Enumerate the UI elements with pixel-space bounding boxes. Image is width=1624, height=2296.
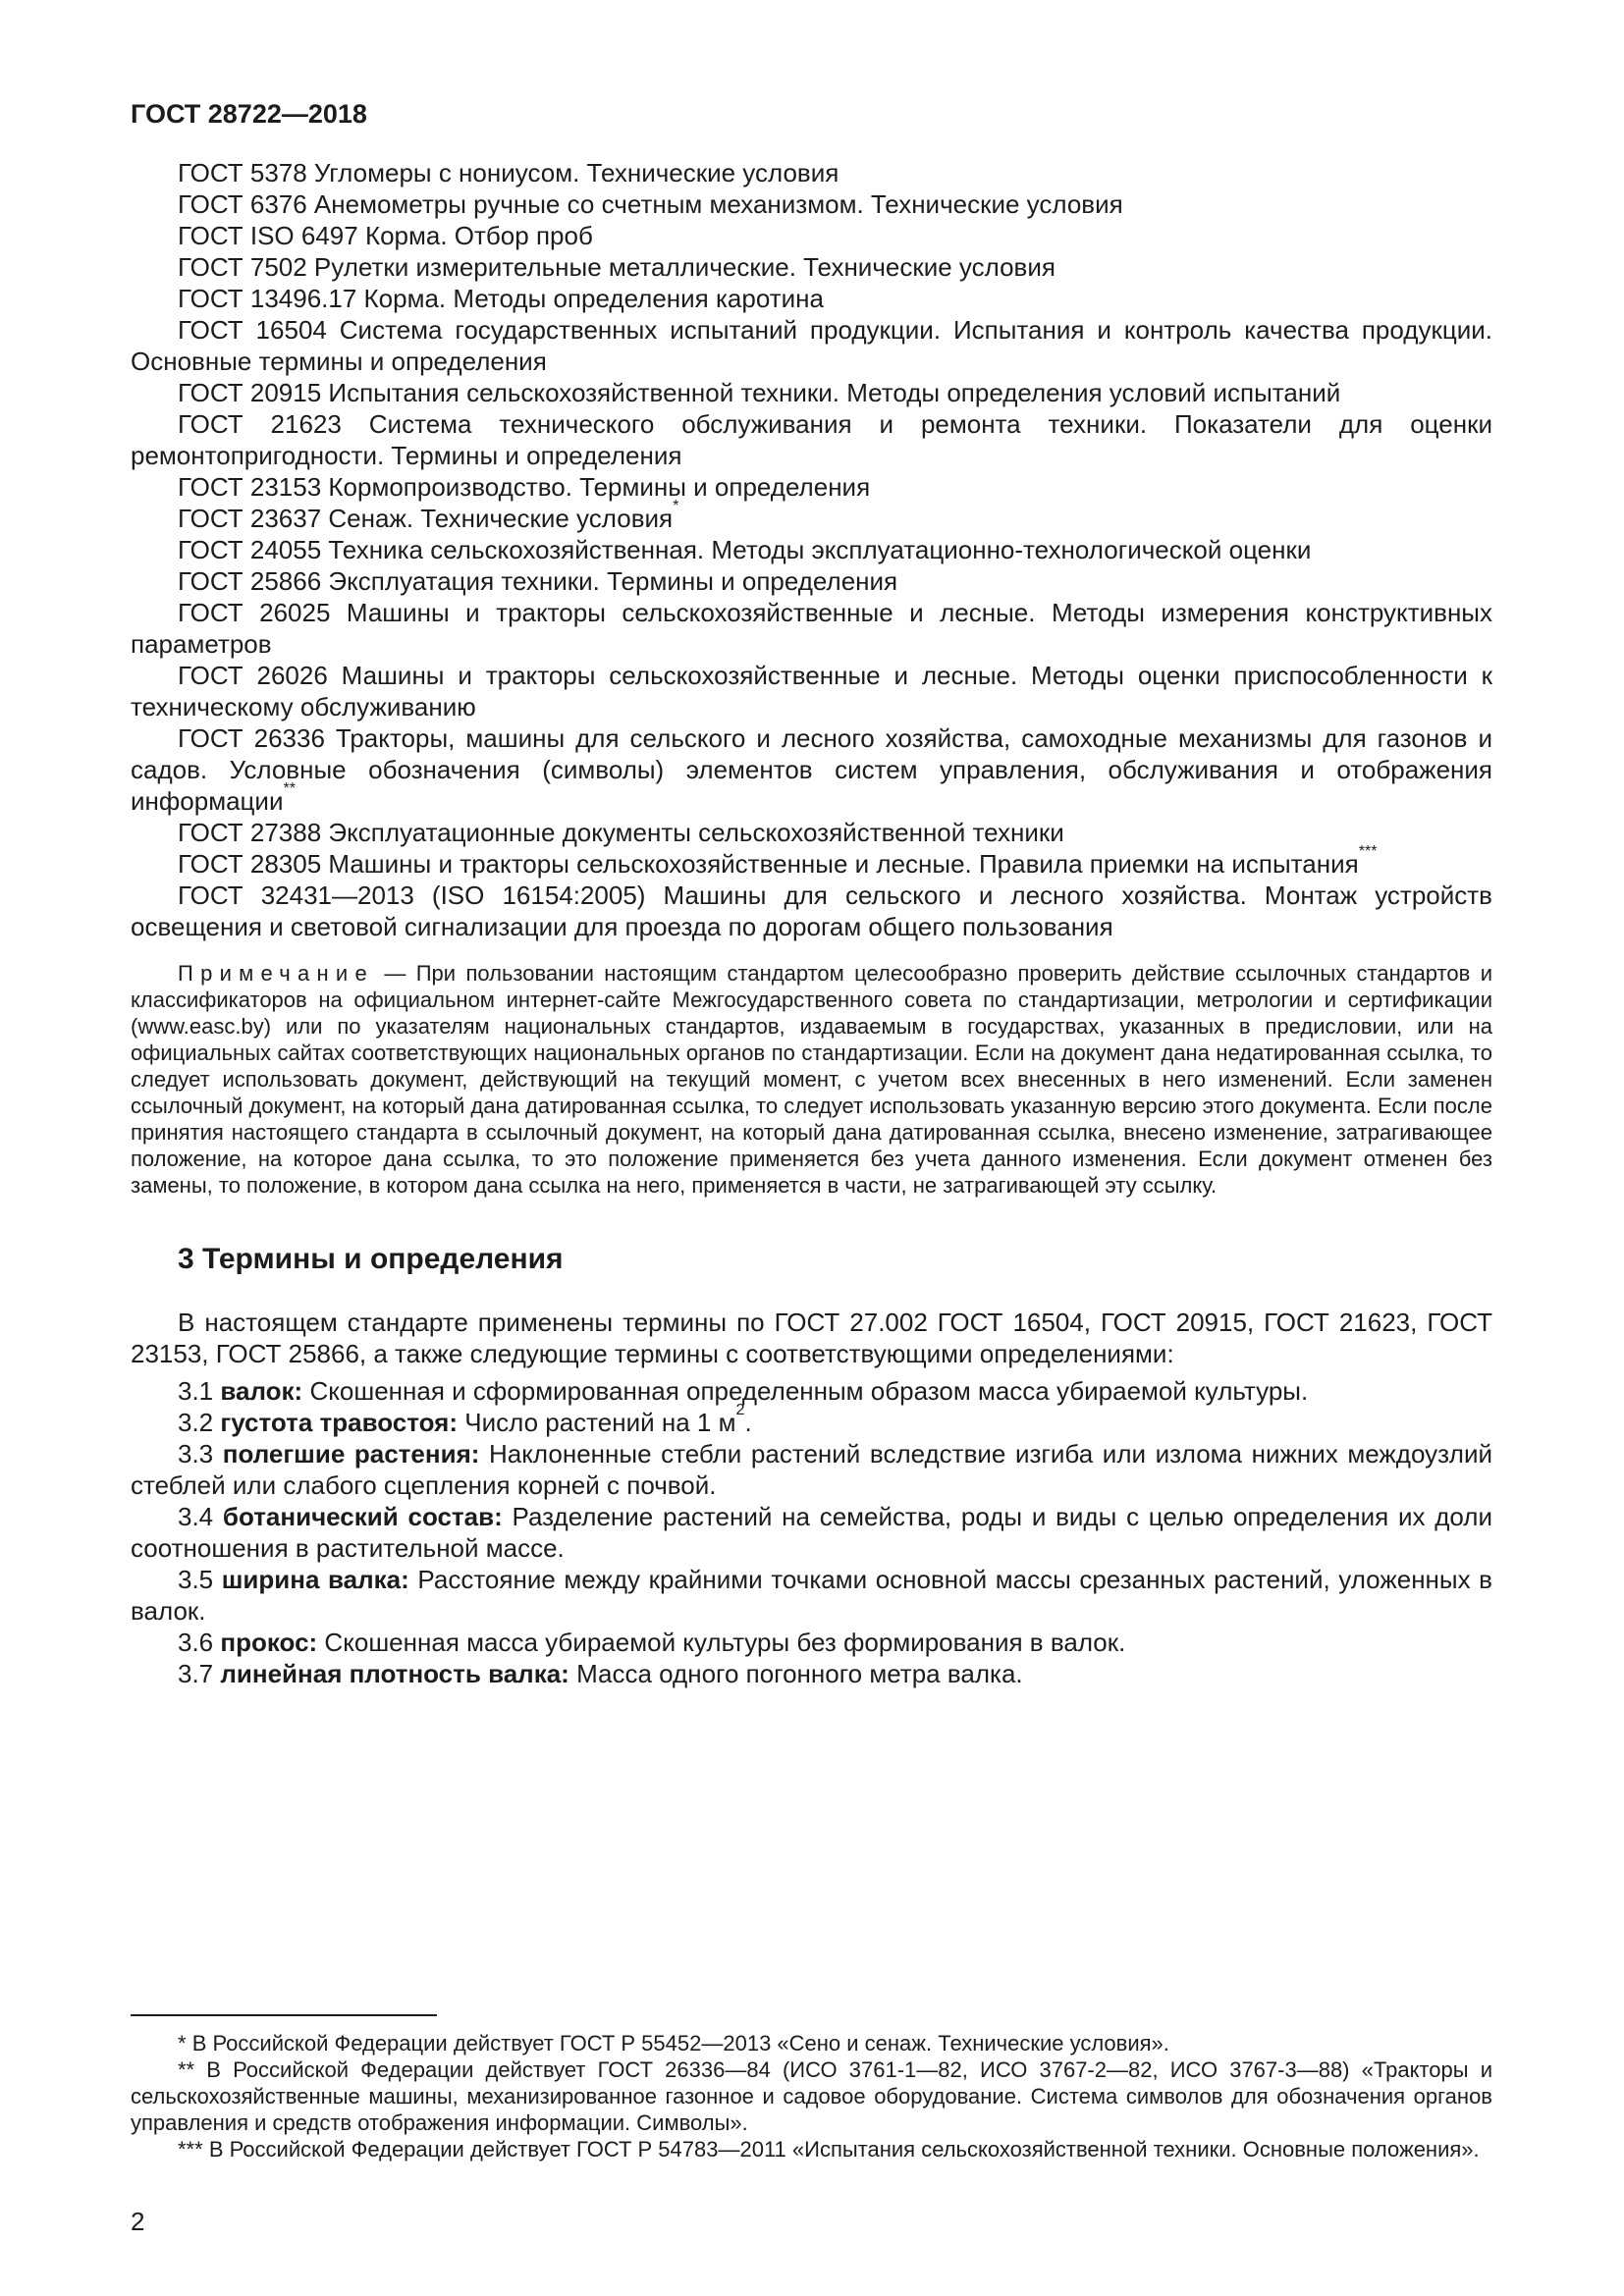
reference-text: ГОСТ 21623 Система технического обслуживания и ремонта техники. Показатели для оценки ремонтопригодности. Термины и определения — [131, 409, 1492, 470]
note-label: Примечание — [178, 961, 374, 986]
term-name: густота травостоя: — [220, 1408, 459, 1437]
footnote-marker: * — [178, 2031, 187, 2056]
footnote-text: В Российской Федерации действует ГОСТ Р 54783—2011 «Испытания сельскохозяйственной техники. Основные положения». — [208, 2137, 1480, 2162]
term-number: 3.6 — [178, 1628, 214, 1657]
term-number: 3.2 — [178, 1408, 214, 1437]
footnote-marker-superscript: *** — [1358, 842, 1378, 861]
term-name: валок: — [220, 1376, 303, 1406]
section-intro: В настоящем стандарте применены термины по ГОСТ 27.002 ГОСТ 16504, ГОСТ 20915, ГОСТ 21623, ГОСТ 23153, ГОСТ 25866, а также следующие термины с соответствующими определениями: — [131, 1308, 1492, 1368]
term-name: полегшие растения: — [222, 1439, 480, 1468]
reference-item — [131, 722, 1492, 817]
footnote-text: В Российской Федерации действует ГОСТ 26336—84 (ИСО 3761-1—82, ИСО 3767-2—82, ИСО 3767-3—88) «Тракторы и сельскохозяйственные машины, механизированное газонное и садовое оборудование. Система символов для обозначения органов управления и средств отображения информации. Символы». — [131, 2057, 1492, 2135]
reference-text: ГОСТ 28305 Машины и тракторы сельскохозяйственные и лесные. Правила приемки на испытания — [178, 849, 1359, 879]
note-block — [131, 960, 1492, 1199]
term-item — [131, 1564, 1492, 1627]
reference-item — [131, 842, 1492, 880]
term-definition: Число растений на 1 м — [464, 1408, 736, 1437]
footnotes-block — [131, 1989, 1492, 2237]
footnote-item — [131, 2056, 1492, 2136]
footnote-marker-superscript: ** — [283, 779, 297, 798]
footnote-text: В Российской Федерации действует ГОСТ Р 55452—2013 «Сено и сенаж. Технические условия». — [191, 2031, 1169, 2056]
reference-item — [131, 314, 1492, 377]
reference-text: ГОСТ 23153 Кормопроизводство. Термины и определения — [178, 472, 871, 502]
reference-item — [131, 283, 1492, 314]
reference-item — [131, 251, 1492, 283]
term-name: прокос: — [220, 1628, 318, 1657]
reference-text: ГОСТ 27388 Эксплуатационные документы сельскохозяйственной техники — [178, 818, 1064, 847]
section-heading: 3 Термины и определения — [178, 1243, 564, 1275]
term-number: 3.3 — [178, 1439, 214, 1468]
footnotes-list — [131, 2030, 1492, 2163]
reference-text: ГОСТ 25866 Эксплуатация техники. Термины и определения — [178, 566, 898, 596]
term-definition: Разделение растений на семейства, роды и виды с целью определения их доли соотношения в растительной массе. — [131, 1502, 1492, 1563]
reference-text: ГОСТ 13496.17 Корма. Методы определения каротина — [178, 284, 824, 313]
reference-text: ГОСТ 6376 Анемометры ручные со счетным механизмом. Технические условия — [178, 189, 1123, 219]
term-number: 3.5 — [178, 1565, 214, 1594]
reference-item — [131, 534, 1492, 565]
reference-item — [131, 408, 1492, 471]
term-item — [131, 1375, 1492, 1407]
reference-item — [131, 880, 1492, 942]
reference-item — [131, 565, 1492, 597]
reference-item — [131, 220, 1492, 251]
term-number: 3.1 — [178, 1376, 214, 1406]
reference-item — [131, 471, 1492, 503]
reference-text: ГОСТ 20915 Испытания сельскохозяйственной техники. Методы определения условий испытаний — [178, 378, 1341, 407]
note-text: — При пользовании настоящим стандартом целесообразно проверить действие ссылочных стандартов и классификаторов на официальном интернет-сайте Межгосударственного совета по стандартизации, метрологии и сертификации (www.easc.by) или по указателям национальных стандартов, издаваемым в государствах, указанных в предисловии, или на официальных сайтах соответствующих национальных органов по стандартизации. Если на документ дана недатированная ссылка, то следует использовать документ, действующий на текущий момент, с учетом всех внесенных в него изменений. Если заменен ссылочный документ, на который дана датированная ссылка, то следует использовать указанную версию этого документа. Если после принятия настоящего стандарта в ссылочный документ, на который дана датированная ссылка, внесено изменение, затрагивающее положение, на которое дана ссылка, то это положение применяется без учета данного изменения. Если документ отменен без замены, то положение, в котором дана ссылка на него, применяется в части, не затрагивающей эту ссылку. — [131, 961, 1492, 1198]
reference-text: ГОСТ 16504 Система государственных испытаний продукции. Испытания и контроль качества продукции. Основные термины и определения — [131, 315, 1492, 376]
term-item — [131, 1658, 1492, 1689]
reference-text: ГОСТ 23637 Сенаж. Технические условия — [178, 504, 674, 533]
reference-item — [131, 157, 1492, 188]
reference-text: ГОСТ 26026 Машины и тракторы сельскохозяйственные и лесные. Методы оценки приспособленности к техническому обслуживанию — [131, 661, 1492, 721]
reference-item — [131, 188, 1492, 220]
terms-list — [131, 1375, 1492, 1689]
term-item — [131, 1401, 1492, 1438]
reference-text: ГОСТ 7502 Рулетки измерительные металлические. Технические условия — [178, 252, 1056, 282]
references-list — [131, 157, 1492, 942]
term-item — [131, 1627, 1492, 1658]
term-superscript: 2 — [735, 1401, 745, 1419]
term-definition: Скошенная масса убираемой культуры без формирования в валок. — [324, 1628, 1126, 1657]
reference-item — [131, 597, 1492, 660]
reference-text: ГОСТ 26336 Тракторы, машины для сельского и лесного хозяйства, самоходные механизмы для газонов и садов. Условные обозначения (символы) элементов систем управления, обслуживания и отображения информации — [131, 723, 1492, 816]
note-paragraph — [131, 960, 1492, 1199]
page-number: 2 — [131, 2207, 145, 2236]
reference-text: ГОСТ ISO 6497 Корма. Отбор проб — [178, 221, 593, 250]
reference-item — [131, 817, 1492, 848]
term-number: 3.4 — [178, 1502, 214, 1531]
footnote-item — [131, 2136, 1492, 2163]
reference-text: ГОСТ 24055 Техника сельскохозяйственная. Методы эксплуатационно-технологической оценки — [178, 535, 1312, 564]
reference-text: ГОСТ 26025 Машины и тракторы сельскохозяйственные и лесные. Методы измерения конструктивных параметров — [131, 598, 1492, 659]
term-name: ботанический состав: — [222, 1502, 503, 1531]
term-definition: Масса одного погонного метра валка. — [576, 1659, 1023, 1688]
term-definition: Скошенная и сформированная определенным образом масса убираемой культуры. — [309, 1376, 1309, 1406]
footnote-separator — [131, 2014, 437, 2016]
reference-item — [131, 377, 1492, 408]
reference-text: ГОСТ 5378 Угломеры с нониусом. Технические условия — [178, 158, 839, 187]
reference-item — [131, 497, 1492, 534]
footnote-marker: ** — [178, 2057, 195, 2082]
term-definition-tail: . — [744, 1408, 752, 1437]
term-item — [131, 1438, 1492, 1501]
term-definition: Расстояние между крайними точками основной массы срезанных растений, уложенных в валок. — [131, 1565, 1492, 1626]
term-definition: Наклоненные стебли растений вследствие изгиба или излома нижних междоузлий стеблей или слабого сцепления корней с почвой. — [131, 1439, 1492, 1500]
footnote-item — [131, 2030, 1492, 2056]
running-header: ГОСТ 28722—2018 — [131, 99, 367, 129]
reference-text: ГОСТ 32431—2013 (ISO 16154:2005) Машины для сельского и лесного хозяйства. Монтаж устройств освещения и световой сигнализации для проезда по дорогам общего пользования — [131, 881, 1492, 941]
term-name: линейная плотность валка: — [220, 1659, 569, 1688]
footnote-marker: *** — [178, 2137, 203, 2162]
term-number: 3.7 — [178, 1659, 214, 1688]
footnote-marker-superscript: * — [673, 497, 679, 515]
term-name: ширина валка: — [221, 1565, 409, 1594]
term-item — [131, 1501, 1492, 1564]
reference-item — [131, 660, 1492, 722]
